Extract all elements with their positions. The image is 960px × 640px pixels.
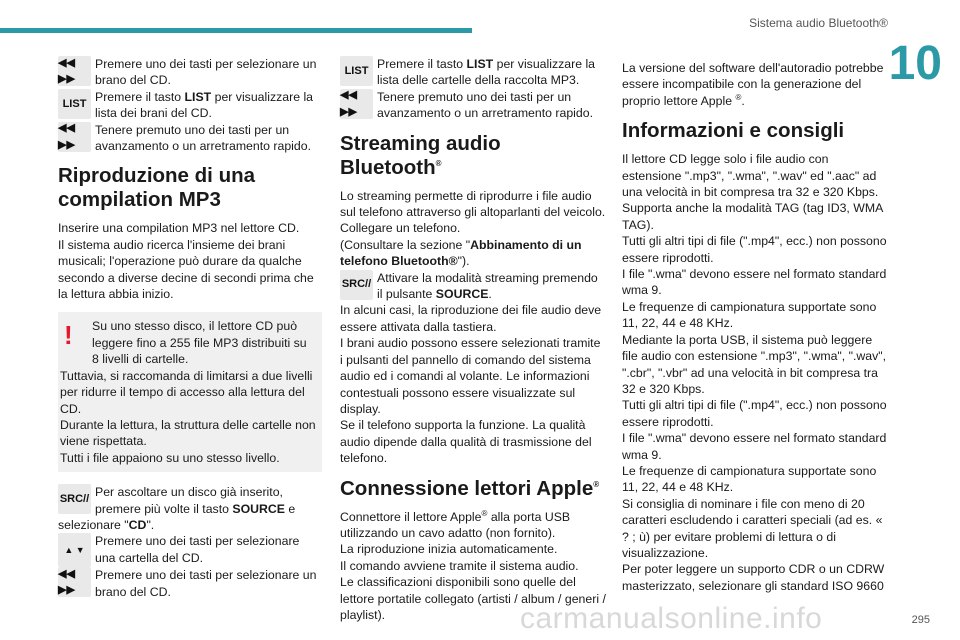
instruction-text: Premere uno dei tasti per selezionare un brano del CD. (95, 568, 317, 599)
instruction-fast-seek (340, 89, 606, 122)
info-line: Tutti gli altri tipi di file (".mp4", ecc.) non possono essere riprodotti. (622, 398, 887, 429)
warning-exclamation-icon: ! (64, 320, 73, 351)
watermark: carmanualsonline.info (520, 602, 823, 635)
instruction-text: Premere il tasto LIST per visualizzare la lista delle cartelle della raccolta MP3. (377, 57, 596, 88)
paragraph: Lo streaming permette di riprodurre i file audio sul telefono attraverso gli altoparlanti del veicolo. (340, 188, 606, 220)
info-line: Per poter leggere un supporto CDR o un CDRW masterizzato, selezionare gli standard ISO 9660 (622, 562, 885, 593)
info-line: Mediante la porta USB, il sistema può leggere file audio con estensione ".mp3", ".wma", ".wav", ".cbr", ".vbr" ad una velocità in bit compresa tra 32 e 320 Kbps. (622, 332, 887, 396)
instruction-text: Premere uno dei tasti per selezionare un brano del CD. (95, 57, 317, 88)
seek-buttons-icon: ◀◀ ▶▶ (58, 122, 91, 152)
paragraph: La riproduzione inizia automaticamente. (340, 542, 558, 557)
instruction-text: Premere uno dei tasti per selezionare una cartella del CD. (95, 534, 300, 565)
chapter-number: 10 (888, 37, 942, 90)
source-button-icon: SRC// (58, 484, 91, 514)
source-button-icon: SRC// (340, 270, 373, 300)
paragraph: I brani audio possono essere selezionati tramite i pulsanti del pannello di comando del sistema audio ed i comandi al volante. Le informazioni contestuali possono essere visualizzate sul display. (340, 336, 601, 416)
info-line: I file ".wma" devono essere nel formato standard wma 9. (622, 267, 887, 298)
header-accent-bar (0, 28, 472, 33)
info-line: Il lettore CD legge solo i file audio con estensione ".mp3", ".wma", ".wav" ed ".aac" ad una velocità in bit compresa tra 32 e 320 Kbps. (622, 152, 879, 200)
warning-text: Durante la lettura, la struttura delle cartelle non viene rispettata. (60, 417, 316, 449)
paragraph: Connettore il lettore Apple® alla porta USB utilizzando un cavo adatto (non fornito). (340, 508, 571, 540)
instruction-source: SRC// Per ascoltare un disco già inserito, premere più volte il tasto SOURCE e selezionare "CD". (58, 485, 296, 532)
paragraph: Se il telefono supporta la funzione. La qualità audio dipende dalla qualità di trasmissione del telefono. (340, 418, 592, 466)
instruction-list (58, 89, 322, 122)
up-down-buttons-icon: ▲ ▼ (58, 533, 91, 567)
instruction-seek-track (58, 56, 322, 89)
paragraph: La versione del software dell'autoradio potrebbe essere incompatibile con la generazione del proprio lettore Apple ®. (622, 61, 884, 108)
instruction-text: Attivare la modalità streaming premendo il pulsante SOURCE. (377, 270, 598, 302)
warning-text: Su uno stesso disco, il lettore CD può leggere fino a 255 file MP3 distribuiti su 8 livelli di cartelle. (92, 319, 307, 367)
list-button-icon: LIST (340, 56, 373, 86)
warning-note (58, 312, 322, 472)
list-button-icon: LIST (58, 89, 91, 119)
paragraph: Inserire una compilation MP3 nel lettore CD. (58, 221, 300, 236)
warning-text: Tuttavia, si raccomanda di limitarsi a due livelli per ridurre il tempo di accesso alla lettura del CD. (60, 368, 313, 416)
instruction-text: Tenere premuto uno dei tasti per un avanzamento o un arretramento rapido. (95, 122, 312, 154)
paragraph: Le classificazioni disponibili sono quelle del lettore portatile collegato (artisti / album / generi / playlist). (340, 575, 606, 622)
info-line: Supporta anche la modalità TAG (tag ID3, WMA TAG). (622, 201, 883, 232)
seek-buttons-icon: ◀◀ ▶▶ (340, 89, 373, 119)
info-line: Le frequenze di campionatura supportate sono 11, 22, 44 e 48 KHz. (622, 299, 877, 331)
instruction-fast-seek (58, 122, 322, 155)
warning-text: Tutti i file appaiono su uno stesso livello. (60, 450, 280, 465)
info-line: I file ".wma" devono essere nel formato standard wma 9. (622, 431, 887, 462)
paragraph: Collegare un telefono. (340, 221, 461, 236)
paragraph: (Consultare la sezione "Abbinamento di un telefono Bluetooth®"). (340, 237, 582, 269)
section-heading-info: Informazioni e consigli (622, 119, 845, 143)
seek-buttons-icon: ◀◀ ▶▶ (58, 56, 91, 86)
seek-buttons-icon: ◀◀ ▶▶ (58, 567, 91, 597)
info-line: Le frequenze di campionatura supportate sono 11, 22, 44 e 48 KHz. (622, 463, 877, 495)
section-heading-streaming: Streaming audio Bluetooth® (340, 131, 501, 179)
paragraph: In alcuni casi, la riproduzione dei file audio deve essere attivata dalla tastiera. (340, 303, 602, 334)
column-3 (622, 60, 890, 594)
page-number: 295 (911, 614, 930, 626)
instruction-text: Premere il tasto LIST per visualizzare la lista dei brani del CD. (95, 89, 314, 121)
paragraph: Il sistema audio ricerca l'insieme dei brani musicali; l'operazione può durare da qualche secondo a diverse decine di secondi prima che la lettura abbia inizio. (58, 237, 314, 302)
column-1 (58, 56, 322, 600)
instruction-streaming (340, 270, 606, 303)
section-heading-apple: Connessione lettori Apple® (340, 476, 600, 500)
instruction-list-folders (340, 56, 606, 89)
instruction-track (58, 567, 322, 600)
section-heading-mp3: Riproduzione di una compilation MP3 (58, 164, 256, 212)
instruction-folder (58, 533, 322, 567)
info-line: Tutti gli altri tipi di file (".mp4", ecc.) non possono essere riprodotti. (622, 234, 887, 265)
paragraph: Il comando avviene tramite il sistema audio. (340, 558, 579, 573)
column-2 (340, 56, 606, 623)
info-line: Si consiglia di nominare i file con meno di 20 caratteri escludendo i caratteri speciali (ad es. « ? ; ù) per evitare problemi di lettura o di visualizzazione. (622, 496, 883, 560)
page-header-title: Sistema audio Bluetooth® (749, 16, 888, 30)
instruction-text: Tenere premuto uno dei tasti per un avanzamento o un arretramento rapido. (377, 89, 594, 121)
